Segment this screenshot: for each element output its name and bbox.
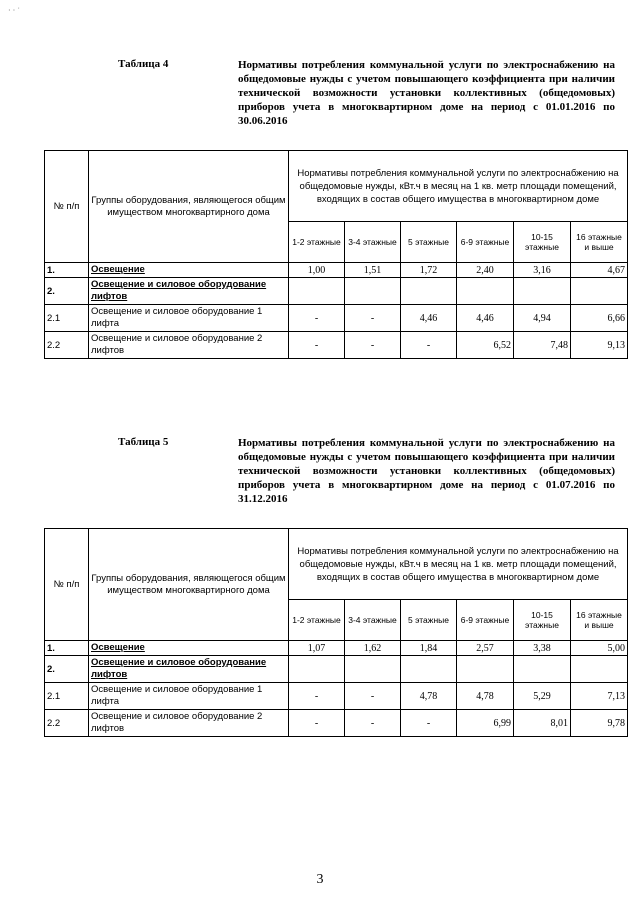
header-floor: 10-15 этажные [514, 222, 571, 263]
table-title: Нормативы потребления коммунальной услуги по электроснабжению на общедомовые нужды с учетом повышающего коэффициента при наличии технической возможности установки коллективных (общедомовых) приборов учета в многоквартирном доме на период с 01.07.2016 по 31.12.2016 [238, 437, 615, 505]
row-value: 2,40 [457, 263, 514, 278]
row-value: 1,84 [401, 641, 457, 656]
row-value [401, 656, 457, 683]
table-row [45, 278, 628, 305]
row-value: 4,67 [571, 263, 628, 278]
row-num: 1. [45, 263, 89, 278]
table-label: Таблица 5 [118, 436, 169, 448]
header-floor: 3-4 этажные [345, 222, 401, 263]
header-floor: 5 этажные [401, 222, 457, 263]
header-floor: 10-15 этажные [514, 600, 571, 641]
row-value: 6,52 [457, 332, 514, 359]
row-value: 5,29 [514, 683, 571, 710]
row-value: 9,78 [571, 710, 628, 737]
header-floor: 1-2 этажные [289, 600, 345, 641]
table-row [45, 263, 628, 278]
row-num: 2.1 [45, 305, 89, 332]
header-norm: Нормативы потребления коммунальной услуги по электроснабжению на общедомовые нужды, кВт.ч в месяц на 1 кв. метр площади помещений, входящих в состав общего имущества в многоквартирном доме [289, 529, 628, 600]
row-value: - [289, 710, 345, 737]
row-value [401, 278, 457, 305]
row-value: 1,51 [345, 263, 401, 278]
table-4-section [0, 58, 640, 356]
header-num: № п/п [45, 529, 89, 641]
row-name: Освещение [89, 263, 289, 278]
table-row [45, 683, 628, 710]
header-floor: 6-9 этажные [457, 222, 514, 263]
row-value: - [345, 332, 401, 359]
header-group: Группы оборудования, являющегося общим имуществом многоквартирного дома [89, 151, 289, 263]
row-num: 1. [45, 641, 89, 656]
table-title: Нормативы потребления коммунальной услуги по электроснабжению на общедомовые нужды с учетом повышающего коэффициента при наличии технической возможности установки коллективных (общедомовых) приборов учета в многоквартирном доме на период с 01.01.2016 по 30.06.2016 [238, 59, 615, 127]
header-floor: 5 этажные [401, 600, 457, 641]
row-value: 1,07 [289, 641, 345, 656]
table-row [45, 656, 628, 683]
header-floor: 16 этажные и выше [571, 222, 628, 263]
table-5-section [0, 436, 640, 734]
table-row [45, 710, 628, 737]
row-value: - [289, 332, 345, 359]
row-value: - [345, 683, 401, 710]
row-num: 2. [45, 656, 89, 683]
row-value: - [401, 332, 457, 359]
row-num: 2.2 [45, 332, 89, 359]
row-value: 4,78 [457, 683, 514, 710]
row-value [345, 656, 401, 683]
table-row [45, 305, 628, 332]
header-floor: 3-4 этажные [345, 600, 401, 641]
row-value [289, 656, 345, 683]
row-value: 5,00 [571, 641, 628, 656]
row-value: - [289, 683, 345, 710]
page-number: 3 [316, 872, 324, 887]
row-num: 2.2 [45, 710, 89, 737]
table-row [45, 332, 628, 359]
row-value: 7,48 [514, 332, 571, 359]
row-value: - [289, 305, 345, 332]
row-value: - [345, 710, 401, 737]
header-floor: 16 этажные и выше [571, 600, 628, 641]
table-caption [0, 436, 640, 520]
row-value: 1,62 [345, 641, 401, 656]
row-value: 4,46 [401, 305, 457, 332]
row-value: 4,94 [514, 305, 571, 332]
row-value: 2,57 [457, 641, 514, 656]
row-value: 6,99 [457, 710, 514, 737]
row-value: 1,00 [289, 263, 345, 278]
table-label: Таблица 4 [118, 58, 169, 70]
row-num: 2.1 [45, 683, 89, 710]
row-name: Освещение и силовое оборудование 2 лифтов [89, 710, 289, 737]
row-value: 6,66 [571, 305, 628, 332]
header-num: № п/п [45, 151, 89, 263]
norms-table [44, 150, 628, 359]
row-value: 3,38 [514, 641, 571, 656]
scan-artifact: · · ˙ [8, 6, 20, 15]
row-name: Освещение [89, 641, 289, 656]
row-name: Освещение и силовое оборудование лифтов [89, 278, 289, 305]
row-name: Освещение и силовое оборудование 1 лифта [89, 683, 289, 710]
row-name: Освещение и силовое оборудование 1 лифта [89, 305, 289, 332]
row-value [571, 656, 628, 683]
row-value: 4,78 [401, 683, 457, 710]
header-floor: 6-9 этажные [457, 600, 514, 641]
row-value: 7,13 [571, 683, 628, 710]
row-value [345, 278, 401, 305]
row-name: Освещение и силовое оборудование 2 лифтов [89, 332, 289, 359]
row-value [514, 278, 571, 305]
row-value: 9,13 [571, 332, 628, 359]
header-norm: Нормативы потребления коммунальной услуги по электроснабжению на общедомовые нужды, кВт.ч в месяц на 1 кв. метр площади помещений, входящих в состав общего имущества в многоквартирном доме [289, 151, 628, 222]
row-value: 4,46 [457, 305, 514, 332]
row-value [514, 656, 571, 683]
table-caption [0, 58, 640, 142]
norms-table [44, 528, 628, 737]
row-value: 3,16 [514, 263, 571, 278]
table-row [45, 641, 628, 656]
header-floor: 1-2 этажные [289, 222, 345, 263]
row-value: - [345, 305, 401, 332]
row-value: - [401, 710, 457, 737]
row-value [457, 656, 514, 683]
row-value [289, 278, 345, 305]
header-group: Группы оборудования, являющегося общим имуществом многоквартирного дома [89, 529, 289, 641]
row-num: 2. [45, 278, 89, 305]
row-value: 8,01 [514, 710, 571, 737]
row-name: Освещение и силовое оборудование лифтов [89, 656, 289, 683]
row-value: 1,72 [401, 263, 457, 278]
row-value [457, 278, 514, 305]
row-value [571, 278, 628, 305]
